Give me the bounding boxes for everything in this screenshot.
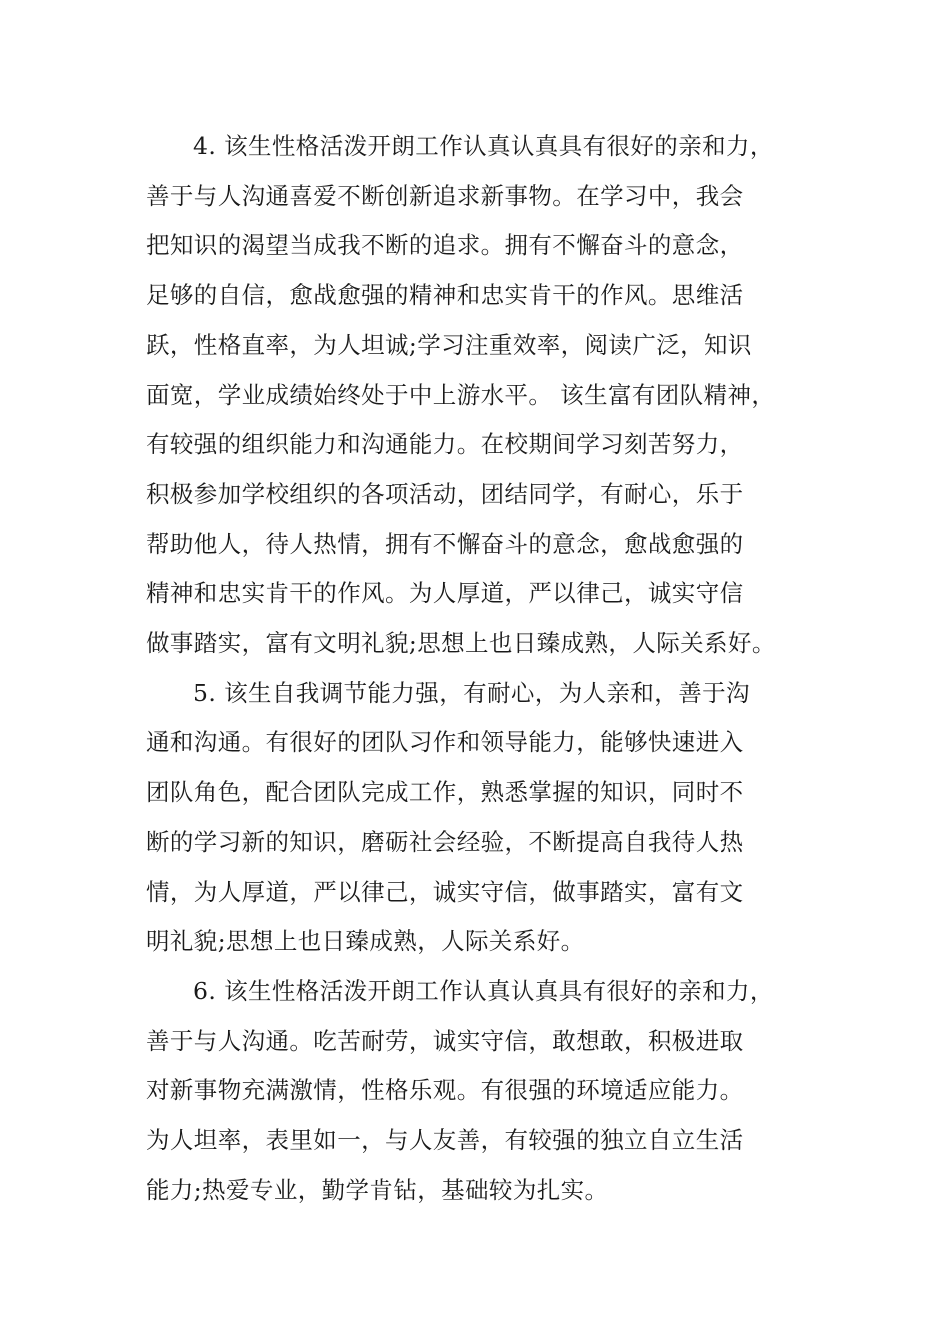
text-line: 能力;热爱专业，勤学肯钻，基础较为扎实。: [146, 1175, 609, 1204]
text-line: 断的学习新的知识，磨砺社会经验，不断提高自我待人热: [146, 827, 744, 856]
text-line: 善于与人沟通。吃苦耐劳，诚实守信，敢想敢，积极进取: [146, 1026, 744, 1055]
paragraph-4: [146, 122, 836, 669]
document-body: [146, 122, 836, 1215]
text-line: 4. 该生性格活泼开朗工作认真认真具有很好的亲和力，: [193, 132, 774, 160]
text-line: 情，为人厚道，严以律己，诚实守信，做事踏实，富有文: [146, 877, 744, 906]
text-line: 帮助他人，待人热情，拥有不懈奋斗的意念，愈战愈强的: [146, 529, 744, 558]
text-line: 为人坦率，表里如一，与人友善，有较强的独立自立生活: [146, 1126, 744, 1155]
text-line: 跃，性格直率，为人坦诚;学习注重效率，阅读广泛，知识: [146, 330, 752, 359]
text-line: 足够的自信，愈战愈强的精神和忠实肯干的作风。思维活: [146, 281, 744, 310]
text-line: 通和沟通。有很好的团队习作和领导能力，能够快速进入: [146, 728, 744, 757]
text-line: 面宽，学业成绩始终处于中上游水平。 该生富有团队精神，: [146, 380, 776, 409]
paragraph-5: [146, 669, 836, 967]
text-line: 6. 该生性格活泼开朗工作认真认真具有很好的亲和力，: [193, 976, 774, 1005]
text-line: 做事踏实，富有文明礼貌;思想上也日臻成熟，人际关系好。: [146, 629, 776, 658]
paragraph-6: [146, 967, 836, 1216]
text-line: 对新事物充满激情，性格乐观。有很强的环境适应能力。: [146, 1076, 744, 1105]
text-line: 善于与人沟通喜爱不断创新追求新事物。在学习中，我会: [146, 181, 744, 210]
text-line: 5. 该生自我调节能力强，有耐心，为人亲和，善于沟: [193, 678, 750, 707]
text-line: 团队角色，配合团队完成工作，熟悉掌握的知识，同时不: [146, 778, 744, 807]
text-line: 把知识的渴望当成我不断的追求。拥有不懈奋斗的意念，: [146, 231, 744, 260]
text-line: 精神和忠实肯干的作风。为人厚道，严以律己，诚实守信: [146, 579, 744, 608]
text-line: 有较强的组织能力和沟通能力。在校期间学习刻苦努力，: [146, 430, 744, 459]
text-line: 明礼貌;思想上也日臻成熟，人际关系好。: [146, 927, 585, 956]
text-line: 积极参加学校组织的各项活动，团结同学，有耐心，乐于: [146, 479, 744, 508]
